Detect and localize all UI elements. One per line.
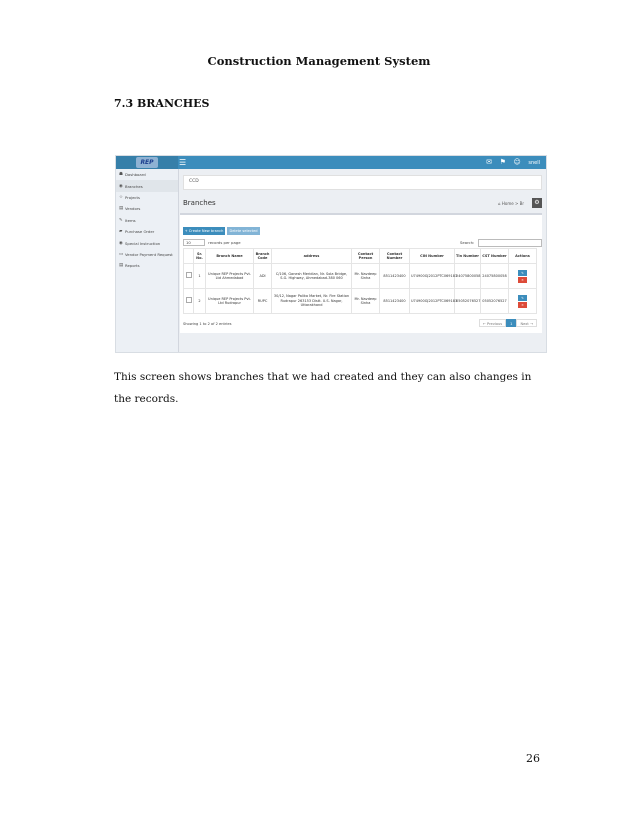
home-icon: ⌂ [498, 201, 501, 206]
page-number: 26 [526, 752, 540, 765]
purchase-order-icon: ▰ [119, 229, 123, 235]
column-header[interactable]: Contact Person [352, 249, 380, 264]
sidebar-item-label: Vendor Payment Request [125, 251, 173, 257]
menu-toggle-icon[interactable]: ☰ [179, 158, 187, 167]
sidebar-item-label: Vendors [125, 206, 141, 212]
row-checkbox[interactable] [186, 272, 192, 278]
bell-icon[interactable]: ⚑ [499, 158, 506, 166]
sidebar-item-vendors[interactable] [116, 203, 178, 214]
info-bar [183, 175, 542, 190]
cell-cst: 05052076527 [481, 289, 509, 314]
cell-person: Mr. Navdeep Sinha [352, 264, 380, 289]
reports-icon: ▤ [119, 263, 124, 269]
delete-icon[interactable]: ✕ [518, 277, 527, 283]
select-cell [184, 264, 194, 289]
pagination-next[interactable]: Next → [516, 319, 537, 327]
actions-cell [509, 264, 537, 289]
sidebar-item-label: Dashboard [125, 172, 146, 178]
row-checkbox[interactable] [186, 297, 192, 303]
document-header: Construction Management System [207, 54, 431, 68]
records-per-page-label: records per page [208, 240, 241, 245]
breadcrumb-home[interactable]: Home [501, 201, 514, 206]
cell-code: RUPC [254, 289, 272, 314]
cell-number: 8511423400 [380, 264, 410, 289]
column-header[interactable]: Contact Number [380, 249, 410, 264]
table-info: Showing 1 to 2 of 2 entries [183, 322, 232, 326]
column-header[interactable]: Sr. No. [194, 249, 206, 264]
cell-tin: 24075800058 [455, 264, 481, 289]
create-branch-button[interactable]: + Create New branch [184, 229, 224, 233]
column-header[interactable]: Branch Name [206, 249, 254, 264]
dashboard-icon: ☗ [119, 172, 123, 178]
sidebar-item-vendor-payment-request[interactable] [116, 249, 178, 260]
search-row [460, 239, 542, 247]
cell-sr: 1 [194, 264, 206, 289]
sidebar [116, 169, 179, 352]
cell-cst: 24075800058 [481, 264, 509, 289]
column-header[interactable]: Actions [509, 249, 537, 264]
section-heading: 7.3 BRANCHES [114, 97, 210, 110]
column-header[interactable]: Branch Code [254, 249, 272, 264]
cell-person: Mr. Navdeep Sinha [352, 289, 380, 314]
special-instruction-icon: ◉ [119, 240, 123, 246]
sidebar-item-label: Projects [125, 194, 140, 200]
edit-icon[interactable]: ✎ [518, 270, 527, 276]
sidebar-item-label: Reports [125, 263, 140, 269]
records-per-page-select[interactable]: 10 [183, 239, 205, 246]
cell-name: Unique REP Projects Pvt. Ltd Rudrapur [206, 289, 254, 314]
logo: REP [136, 157, 158, 168]
projects-icon: ☆ [119, 194, 123, 200]
vendor-payment-icon: ▭ [119, 251, 124, 257]
column-header[interactable]: Tin Number [455, 249, 481, 264]
cell-tin: 05052076527 [455, 289, 481, 314]
branch-icon: ◉ [119, 183, 123, 189]
pagination [479, 319, 537, 327]
select-cell [184, 289, 194, 314]
body-paragraph: This screen shows branches that we had created and they can also changes in the records. [114, 371, 532, 405]
table-row [184, 264, 537, 289]
column-header[interactable]: CST Number [481, 249, 509, 264]
branches-table [183, 248, 537, 314]
cell-cin: U74900GJ2012PTC069183 [410, 289, 455, 314]
delete-icon[interactable]: ✕ [518, 302, 527, 308]
top-navbar [116, 156, 546, 169]
records-per-page [183, 239, 241, 246]
pagination-previous[interactable]: ← Previous [479, 319, 506, 327]
sidebar-item-reports[interactable] [116, 260, 178, 271]
branches-panel [180, 213, 542, 333]
search-label: Search: [460, 240, 475, 245]
delete-selected-button[interactable]: Delete selected [227, 227, 260, 235]
sidebar-item-label: Purchase Order [125, 229, 155, 235]
sidebar-item-label: Items [125, 217, 136, 223]
table-row [184, 289, 537, 314]
breadcrumb: ⌂ Home > Br [498, 201, 524, 206]
vendors-icon: ▤ [119, 206, 124, 212]
cell-name: Unique REP Projects Pvt. Ltd Ahmedabad [206, 264, 254, 289]
page-title: Branches [183, 199, 216, 207]
user-icon[interactable]: ☺ [513, 158, 521, 166]
sidebar-item-dashboard[interactable] [116, 169, 178, 180]
sidebar-item-special-instruction[interactable] [116, 237, 178, 248]
cell-cin: U74900GJ2012PTC069183 [410, 264, 455, 289]
column-header [184, 249, 194, 264]
cell-sr: 2 [194, 289, 206, 314]
cell-number: 8511423400 [380, 289, 410, 314]
gear-icon[interactable]: ⚙ [532, 198, 542, 208]
table-header-row [184, 249, 537, 264]
info-bar-text: CCD [189, 179, 199, 184]
search-input[interactable] [478, 239, 542, 247]
mail-icon[interactable]: ✉ [486, 158, 492, 166]
actions-cell [509, 289, 537, 314]
cell-code: ADI [254, 264, 272, 289]
cell-address: 30/12, Nagar Palika Market, Nr. Fire Station Rudrapur 263153 Distt. U.S. Nagar, Uttarakhand [272, 289, 352, 314]
brand-area [116, 156, 178, 169]
breadcrumb-current: Br [519, 201, 524, 206]
sidebar-item-purchase-order[interactable] [116, 226, 178, 237]
user-menu[interactable]: snell [528, 160, 540, 166]
sidebar-item-projects[interactable] [116, 192, 178, 203]
app-screenshot [115, 155, 547, 353]
sidebar-item-label: Branches [125, 183, 143, 189]
items-icon: ✎ [119, 217, 123, 223]
pagination-page[interactable]: 1 [506, 319, 516, 327]
column-header[interactable]: CIN Number [410, 249, 455, 264]
sidebar-item-branches[interactable] [116, 180, 178, 191]
sidebar-item-items[interactable] [116, 215, 178, 226]
column-header[interactable]: address [272, 249, 352, 264]
cell-address: C/106, Ganesh Meridian, Nr. Sola Bridge, S.G. Highway, Ahmedabad-380 060 [272, 264, 352, 289]
sidebar-item-label: Special Instruction [125, 240, 161, 246]
edit-icon[interactable]: ✎ [518, 295, 527, 301]
